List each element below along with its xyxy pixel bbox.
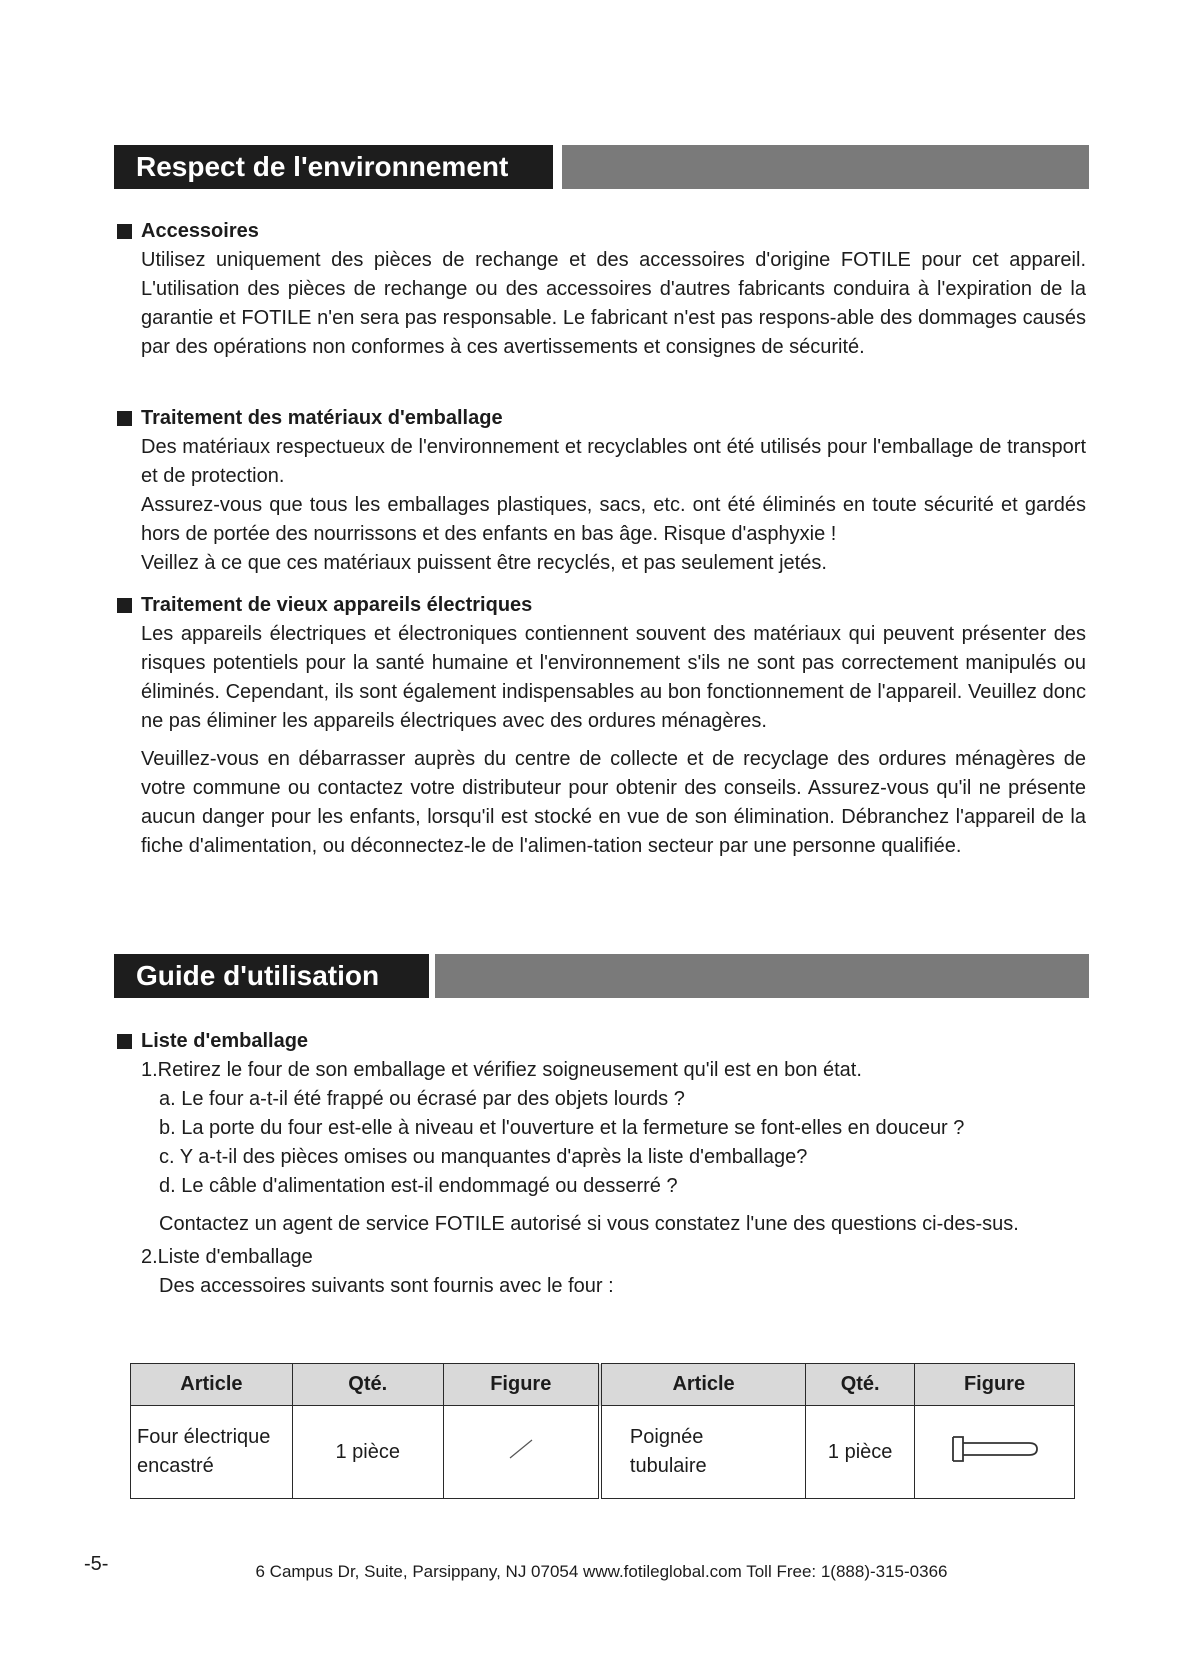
subsection-heading [114,404,1086,433]
section-vieux-appareils [114,591,1086,861]
cell-text: Four électrique [137,1426,271,1448]
column-header: Qté. [806,1364,915,1406]
section-liste-emballage [114,1027,1086,1301]
heading-text: Accessoires [141,220,259,242]
list-step: 2.Liste d'emballage [141,1246,313,1268]
paragraph: Veillez à ce que ces matériaux puissent être recyclés, et pas seulement jetés. [141,552,827,574]
paragraph: Les appareils électriques et électroniques contiennent souvent des matériaux qui peuvent présenter des risques potentiels pour la santé humaine et l'environnement s'ils ne sont pas correctement manipulés ou éliminés. Cependant, ils sont également indispensables au bon fonctionnement de l'appareil. Veuillez donc ne pas éliminer les appareils électriques avec des ordures ménagères. [141,623,1086,732]
subsection-heading [114,1027,1086,1056]
column-header: Qté. [292,1364,443,1406]
bullet-square-icon [117,411,132,426]
banner-bar [562,145,1089,189]
paragraph: Des accessoires suivants sont fournis avec le four : [159,1275,614,1297]
quantity-cell: 1 pièce [806,1406,915,1499]
column-header: Article [600,1364,806,1406]
column-header: Figure [443,1364,600,1406]
quantity-cell: 1 pièce [292,1406,443,1499]
subsection-heading [114,217,1086,246]
table-header-row [131,1364,1075,1406]
section-accessoires [114,217,1086,362]
bullet-square-icon [117,598,132,613]
cell-text: encastré [137,1455,214,1477]
paragraph: Assurez-vous que tous les emballages plastiques, sacs, etc. ont été éliminés en toute sécurité et gardés hors de portée des nourrissons et des enfants en bas âge. Risque d'asphyxie ! [141,494,1086,545]
packing-table [130,1363,1075,1499]
paragraph: Veuillez-vous en débarrasser auprès du centre de collecte et de recyclage des ordures ménagères de votre commune ou contactez votre distributeur pour obtenir des conseils. Assurez-vous qu'il ne présente aucun danger pour les enfants, lorsqu'il est stocké en vue de son élimination. Débranchez l'appareil de la fiche d'alimentation, ou déconnectez-le de l'alimen-tation secteur par une personne qualifiée. [141,748,1086,857]
cell-text: Poignée [629,1426,704,1448]
column-header: Figure [915,1364,1075,1406]
list-item: b. La porte du four est-elle à niveau et l'ouverture et la fermeture se font-elles en douceur ? [159,1117,965,1139]
paragraph: Des matériaux respectueux de l'environnement et recyclables ont été utilisés pour l'emballage de transport et de protection. [141,436,1086,487]
tubular-handle-icon [947,1433,1043,1465]
section-banner-environment [114,145,1089,189]
section-banner-guide [114,954,1089,998]
article-cell [600,1406,806,1499]
column-header: Article [131,1364,293,1406]
list-item: c. Y a-t-il des pièces omises ou manquantes d'après la liste d'emballage? [159,1146,808,1168]
section-title: Respect de l'environnement [114,145,553,189]
heading-text: Liste d'emballage [141,1030,309,1052]
list-item: a. Le four a-t-il été frappé ou écrasé par des objets lourds ? [159,1088,685,1110]
slash-figure-icon [506,1436,536,1462]
list-item: d. Le câble d'alimentation est-il endommagé ou desserré ? [159,1175,678,1197]
paragraph: Contactez un agent de service FOTILE autorisé si vous constatez l'une des questions ci-des-sus. [159,1213,1019,1235]
page-number: -5- [84,1553,109,1575]
figure-cell [443,1406,600,1499]
section-title: Guide d'utilisation [114,954,429,998]
cell-text: tubulaire [629,1455,707,1477]
article-cell [131,1406,293,1499]
bullet-square-icon [117,1034,132,1049]
subsection-heading [114,591,1086,620]
table-row [131,1406,1075,1499]
figure-cell [915,1406,1075,1499]
heading-text: Traitement de vieux appareils électriques [141,594,533,616]
list-step: 1.Retirez le four de son emballage et vérifiez soigneusement qu'il est en bon état. [141,1059,862,1081]
footer-address: 6 Campus Dr, Suite, Parsippany, NJ 07054 www.fotileglobal.com Toll Free: 1(888)-315-0366 [255,1562,948,1581]
heading-text: Traitement des matériaux d'emballage [141,407,503,429]
banner-bar [435,954,1089,998]
paragraph: Utilisez uniquement des pièces de rechange et des accessoires d'origine FOTILE pour cet appareil. L'utilisation des pièces de rechange ou des accessoires d'autres fabricants conduira à l'expiration de la garantie et FOTILE n'en sera pas responsable. Le fabricant n'est pas respons-able des dommages causés par des opérations non conformes à ces avertissements et consignes de sécurité. [141,249,1086,358]
section-emballage [114,404,1086,578]
bullet-square-icon [117,224,132,239]
